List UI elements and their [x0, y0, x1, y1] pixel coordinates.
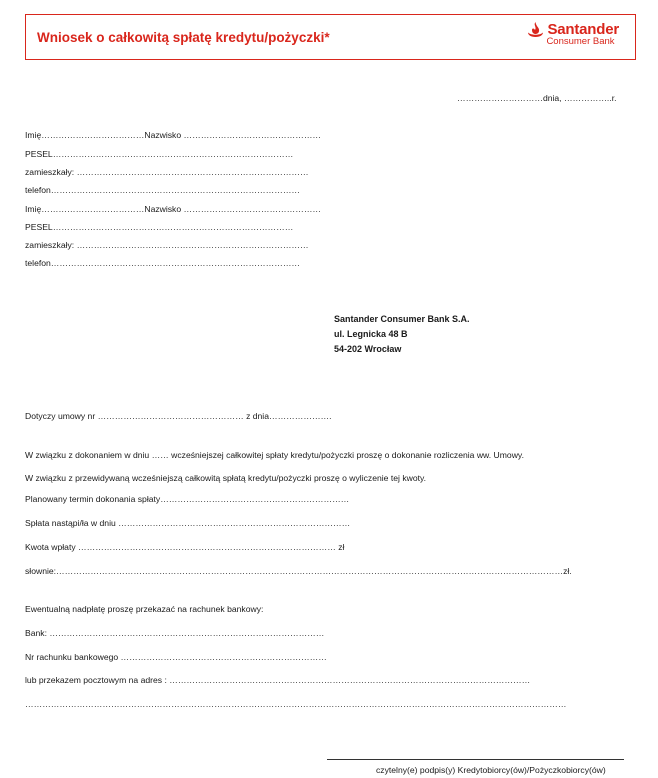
- applicant2-name-field[interactable]: Imię………………………………Nazwisko …………………………………………: [25, 204, 322, 214]
- postal-address-extra-field[interactable]: ………………………………………………………………………………………………………………………………………………………………………: [25, 699, 567, 709]
- applicant2-pesel-field[interactable]: PESEL…………………………………………………………………………: [25, 222, 294, 232]
- applicant1-name-field[interactable]: Imię………………………………Nazwisko …………………………………………: [25, 130, 322, 140]
- postal-address-field[interactable]: lub przekazem pocztowym na adres : ………………………………………………………………………………………………………………: [25, 675, 531, 685]
- bank-account-field[interactable]: Nr rachunku bankowego ………………………………………………………………: [25, 652, 327, 662]
- bank-name-field[interactable]: Bank: ……………………………………………………………………………………: [25, 628, 325, 638]
- applicant1-pesel-field[interactable]: PESEL…………………………………………………………………………: [25, 149, 294, 159]
- signature-caption: czytelny(e) podpis(y) Kredytobiorcy(ów)/Pożyczkobiorcy(ów): [376, 765, 606, 775]
- logo-subtitle: Consumer Bank: [546, 36, 615, 47]
- document-title: Wniosek o całkowitą spłatę kredytu/pożyczki*: [37, 30, 330, 45]
- payment-date-field[interactable]: Spłata nastąpi/ła w dniu ………………………………………………………………………: [25, 518, 351, 528]
- recipient-street: ul. Legnicka 48 B: [334, 329, 408, 339]
- recipient-city: 54-202 Wrocław: [334, 344, 402, 354]
- payment-amount-field[interactable]: Kwota wpłaty ……………………………………………………………………………… zł: [25, 542, 345, 552]
- applicant2-phone-field[interactable]: telefon……………………………………………………………………………: [25, 258, 301, 268]
- date-place-field[interactable]: …………………………dnia, ……………..r.: [457, 93, 617, 103]
- settlement-request-text: W związku z dokonaniem w dniu …… wcześniejszej całkowitej spłaty kredytu/pożyczki proszę o dokonanie rozliczenia ww. Umowy.: [25, 450, 524, 460]
- calculation-request-text: W związku z przewidywaną wcześniejszą całkowitą spłatą kredytu/pożyczki proszę o wyliczenie tej kwoty.: [25, 473, 427, 483]
- header-box: [25, 14, 636, 60]
- amount-in-words-field[interactable]: słownie:……………………………………………………………………………………………………………………………………………………………zł.: [25, 566, 572, 576]
- applicant1-address-field[interactable]: zamieszkały: ………………………………………………………………………: [25, 167, 309, 177]
- logo-wordmark: Santander: [547, 21, 619, 38]
- applicant1-phone-field[interactable]: telefon……………………………………………………………………………: [25, 185, 301, 195]
- signature-line[interactable]: [327, 759, 624, 760]
- applicant2-address-field[interactable]: zamieszkały: ………………………………………………………………………: [25, 240, 309, 250]
- contract-number-field[interactable]: Dotyczy umowy nr …………………………………………… z dnia………………….: [25, 411, 332, 421]
- planned-date-field[interactable]: Planowany termin dokonania spłaty…………………………………………………………: [25, 494, 350, 504]
- recipient-name: Santander Consumer Bank S.A.: [334, 314, 470, 324]
- flame-icon: [527, 22, 544, 37]
- overpayment-intro: Ewentualną nadpłatę proszę przekazać na rachunek bankowy:: [25, 604, 264, 614]
- santander-logo: [527, 21, 619, 47]
